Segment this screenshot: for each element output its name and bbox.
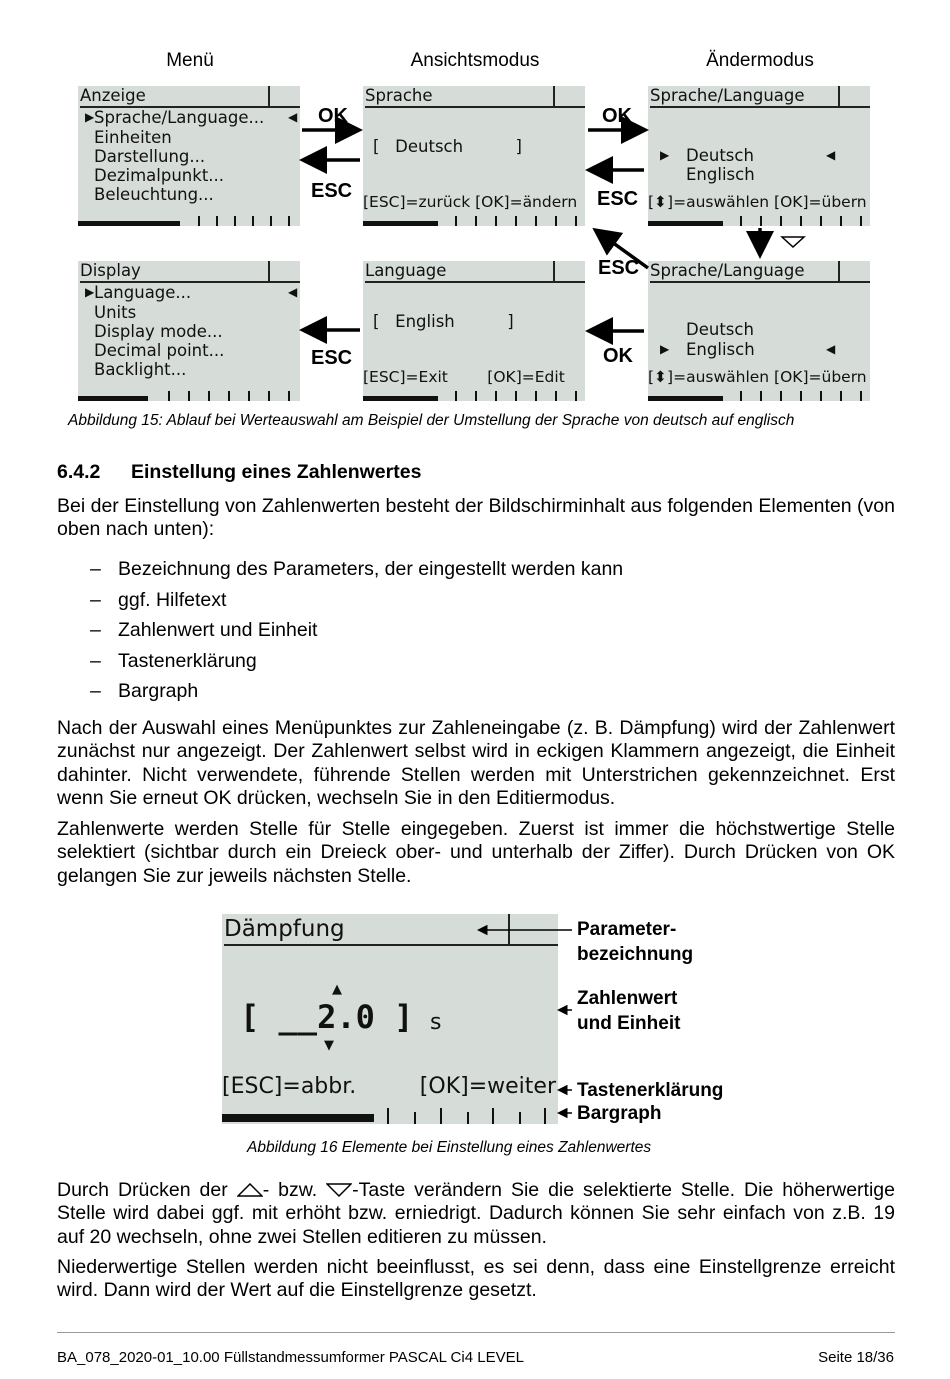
lcd-title: Dämpfung	[224, 914, 558, 946]
menu-item: Decimal point...	[94, 341, 225, 360]
paragraph-intro: Bei der Einstellung von Zahlenwerten besteht der Bildschirminhalt aus folgenden Elementen (von oben nach unten):	[57, 495, 895, 541]
lcd-keys: [⬍]=auswählen [OK]=übern	[648, 193, 867, 211]
lcd-title: Sprache	[365, 86, 585, 108]
paragraph-5: Niederwertige Stellen werden nicht beeinflusst, es sei denn, dass eine Einstellgrenze erreicht wird. Dann wird der Wert auf die Einstellgrenze gesetzt.	[57, 1256, 895, 1302]
lcd-value: [ __2.0 ]	[240, 998, 414, 1036]
lcd-title: Sprache/Language	[650, 86, 870, 108]
section-number: 6.4.2	[57, 461, 101, 483]
lcd-value: [ Deutsch ]	[373, 137, 522, 156]
menu-item: Units	[94, 303, 137, 322]
cursor-right-icon: ▶	[660, 342, 670, 356]
label-esc: ESC	[597, 188, 639, 210]
footer-document-id: BA_078_2020-01_10.00 Füllstandmessumformer PASCAL Ci4 LEVEL	[57, 1349, 524, 1366]
cursor-down-icon: ▼	[324, 1038, 334, 1053]
option-2: Englisch	[686, 340, 755, 359]
lcd-title: Language	[365, 261, 585, 283]
down-key-icon	[326, 1183, 352, 1197]
label-esc: ESC	[598, 257, 640, 279]
column-header-view-mode: Ansichtsmodus	[410, 50, 540, 71]
label-esc: ESC	[311, 347, 353, 369]
lcd-keys-left: [ESC]=abbr.	[222, 1074, 357, 1099]
option-1: Deutsch	[686, 320, 754, 339]
annotation-bargraph: Bargraph	[577, 1103, 662, 1124]
lcd-keys: [ESC]=Exit [OK]=Edit	[363, 368, 565, 386]
up-key-icon	[237, 1183, 263, 1197]
lcd-title: Sprache/Language	[650, 261, 870, 283]
annotation-keys: Tastenerklärung	[577, 1080, 724, 1101]
list-item: – Zahlenwert und Einheit	[90, 619, 318, 641]
list-item: – Tastenerklärung	[90, 650, 257, 672]
menu-item: Beleuchtung...	[94, 185, 214, 204]
lcd-unit: s	[430, 1010, 442, 1035]
cursor-right-icon: ▶	[660, 148, 670, 162]
label-ok: OK	[602, 105, 632, 127]
figure-15-caption: Abbildung 15: Ablauf bei Werteauswahl am Beispiel der Umstellung der Sprache von deutsch auf englisch	[68, 412, 795, 429]
cursor-right-icon: ▶	[85, 285, 95, 299]
menu-item: Display mode...	[94, 322, 223, 341]
list-item: – Bezeichnung des Parameters, der eingestellt werden kann	[90, 558, 624, 580]
menu-item: Dezimalpunkt...	[94, 166, 225, 185]
label-esc: ESC	[311, 180, 353, 202]
footer-page-number: Seite 18/36	[818, 1349, 894, 1366]
paragraph-4: Durch Drücken der - bzw. -Taste verändern Sie die selektierte Stelle. Die höherwertige Stelle wird dabei ggf. mit erhöht bzw. erniedrigt. Dadurch können Sie sehr einfach von z.B. 19 auf 20 wechseln, ohne zwei Stellen editieren zu müssen.	[57, 1179, 895, 1248]
menu-item: Backlight...	[94, 360, 187, 379]
menu-item: Sprache/Language...	[94, 108, 265, 127]
list-item: – Bargraph	[90, 680, 199, 702]
cursor-up-icon: ▲	[332, 982, 342, 997]
down-key-icon	[782, 237, 804, 247]
annotation-parameter: Parameter- bezeichnung	[577, 919, 694, 965]
annotation-arrows	[470, 920, 580, 1130]
column-header-menu: Menü	[166, 50, 214, 71]
option-1: Deutsch	[686, 146, 754, 165]
paragraph-2: Nach der Auswahl eines Menüpunktes zur Zahleneingabe (z. B. Dämpfung) wird der Zahlenwert zunächst nur angezeigt. Der Zahlenwert selbst wird in eckigen Klammern angezeigt, die Einheit dahinter. Nicht verwendete, führende Stellen werden mit Unterstrichen gekennzeichnet. Erst wenn Sie erneut OK drücken, wechseln Sie in den Editiermodus.	[57, 717, 895, 809]
lcd-title: Display	[80, 261, 300, 283]
cursor-right-icon: ▶	[85, 110, 95, 124]
cursor-left-icon: ◀	[826, 342, 836, 356]
label-ok: OK	[318, 105, 348, 127]
menu-item: Language...	[94, 283, 192, 302]
lcd-keys: [ESC]=zurück [OK]=ändern	[363, 193, 578, 211]
column-header-edit-mode: Ändermodus	[706, 50, 814, 71]
section-title: Einstellung eines Zahlenwertes	[131, 461, 422, 483]
cursor-left-icon: ◀	[826, 148, 836, 162]
paragraph-3: Zahlenwerte werden Stelle für Stelle eingegeben. Zuerst ist immer die höchstwertige Stelle selektiert (sichtbar durch ein Dreieck ober- und unterhalb der Ziffer). Durch Drücken von OK gelangen Sie zur jeweils nächsten Stelle.	[57, 818, 895, 887]
footer-divider	[57, 1332, 895, 1333]
cursor-left-icon: ◀	[288, 285, 298, 299]
flow-arrows	[0, 0, 950, 420]
menu-item: Einheiten	[94, 128, 172, 147]
list-item: – ggf. Hilfetext	[90, 589, 227, 611]
label-ok: OK	[603, 345, 633, 367]
menu-item: Darstellung...	[94, 147, 206, 166]
cursor-left-icon: ◀	[288, 110, 298, 124]
figure-16-caption: Abbildung 16 Elemente bei Einstellung eines Zahlenwertes	[247, 1139, 652, 1156]
annotation-value: Zahlenwert und Einheit	[577, 988, 681, 1034]
lcd-title: Anzeige	[80, 86, 300, 108]
option-2: Englisch	[686, 165, 755, 184]
lcd-value: [ English ]	[373, 312, 514, 331]
lcd-keys: [⬍]=auswählen [OK]=übern	[648, 368, 867, 386]
lcd-keys-right: [OK]=weiter	[419, 1074, 556, 1099]
